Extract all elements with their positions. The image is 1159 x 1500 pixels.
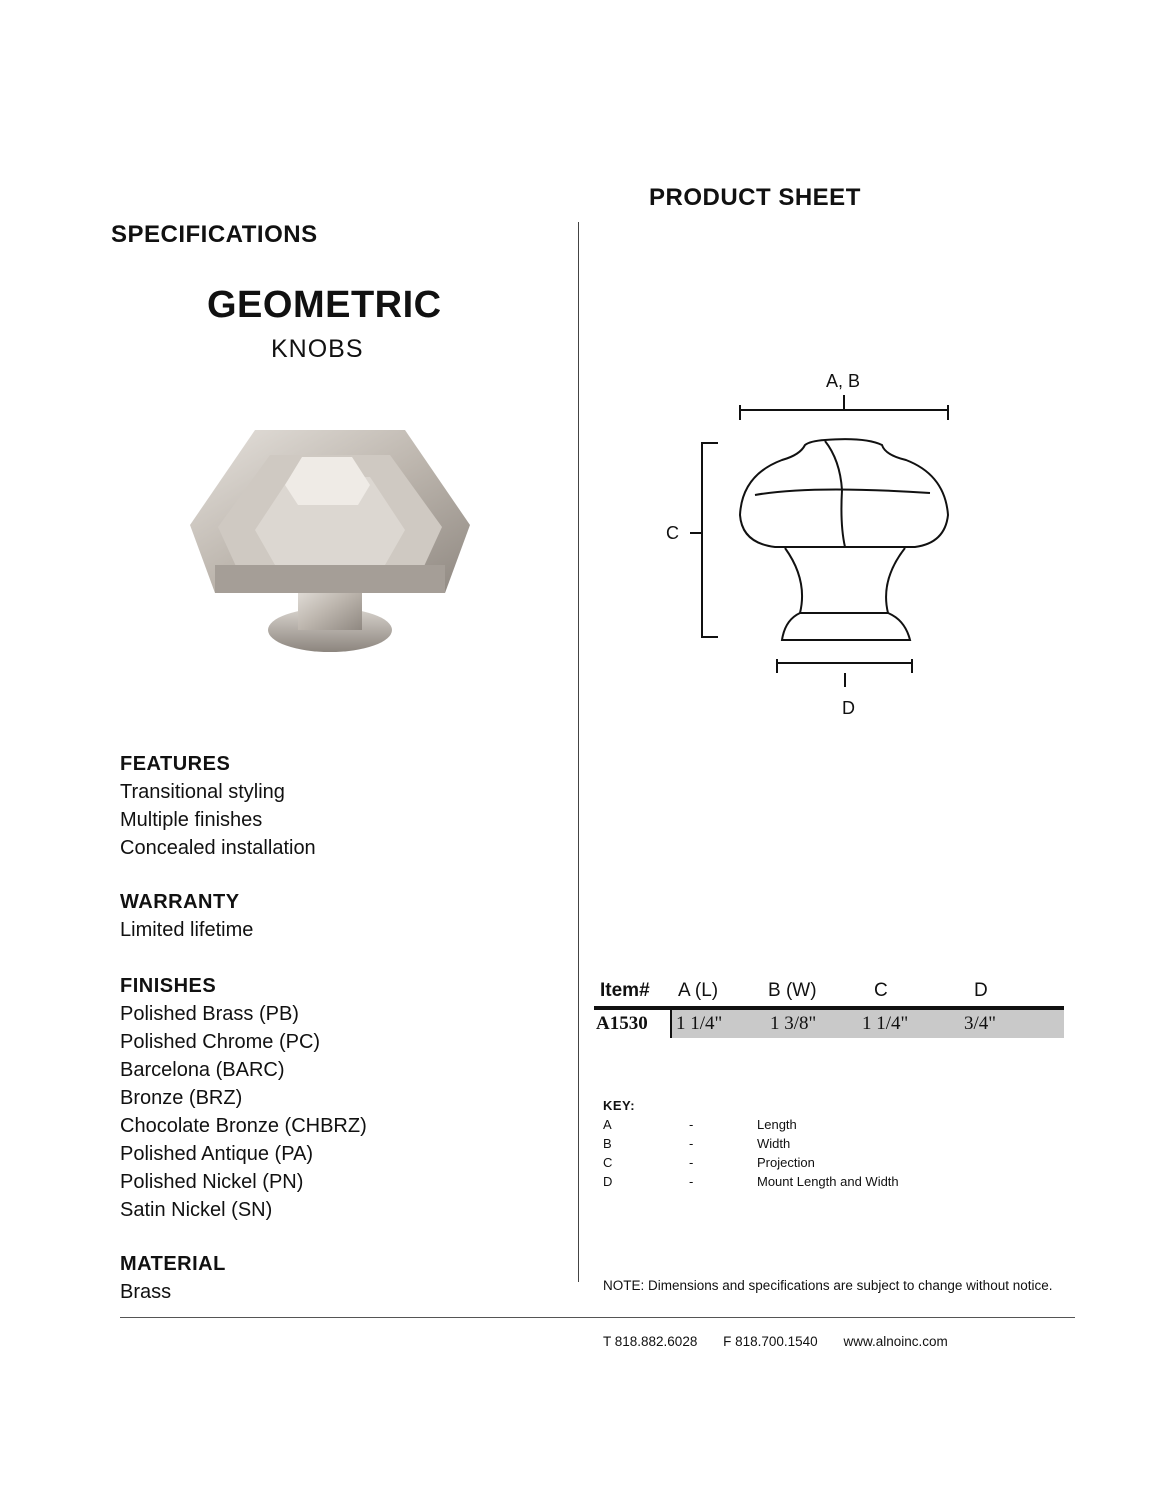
- features-section: [120, 750, 316, 862]
- footer-divider: [120, 1317, 1075, 1318]
- finish-item: Polished Nickel (PN): [120, 1171, 304, 1193]
- key-title: KEY:: [603, 1098, 636, 1113]
- table-cell-b: 1 3/8": [770, 1013, 817, 1034]
- key-letter: C: [603, 1155, 613, 1170]
- table-header-b: B (W): [768, 980, 817, 1001]
- vertical-divider: [578, 222, 579, 1282]
- key-meaning: Length: [757, 1117, 797, 1132]
- finish-item: Chocolate Bronze (CHBRZ): [120, 1115, 367, 1137]
- specifications-title: SPECIFICATIONS: [111, 221, 318, 248]
- diagram-label-ab: A, B: [826, 371, 861, 391]
- table-header-c: C: [874, 980, 888, 1001]
- table-cell-d: 3/4": [964, 1013, 997, 1034]
- key-letter: B: [603, 1136, 612, 1151]
- dimensions-table: [594, 980, 1064, 1038]
- feature-item: Multiple finishes: [120, 809, 263, 831]
- key-dash: -: [689, 1155, 694, 1170]
- phone-number: T 818.882.6028: [603, 1334, 698, 1349]
- product-type: KNOBS: [271, 335, 364, 363]
- material-item: Brass: [120, 1281, 172, 1303]
- warranty-heading: WARRANTY: [120, 891, 240, 913]
- feature-item: Transitional styling: [120, 781, 285, 803]
- table-header-d: D: [974, 980, 988, 1001]
- table-header-a: A (L): [678, 980, 719, 1001]
- table-header-item: Item#: [600, 980, 650, 1001]
- diagram-label-c: C: [666, 523, 679, 543]
- key-dash: -: [689, 1136, 694, 1151]
- features-heading: FEATURES: [120, 753, 231, 775]
- key-letter: D: [603, 1174, 613, 1189]
- table-header-row: [594, 980, 1064, 1006]
- material-heading: MATERIAL: [120, 1253, 226, 1275]
- table-cell-a: 1 1/4": [676, 1013, 723, 1034]
- table-cell-item: A1530: [596, 1013, 648, 1034]
- finish-item: Bronze (BRZ): [120, 1087, 243, 1109]
- finishes-heading: FINISHES: [120, 975, 217, 997]
- dimension-key: [603, 1096, 963, 1191]
- knob-product-image: [170, 415, 480, 670]
- diagram-label-d: D: [842, 698, 855, 718]
- warranty-item: Limited lifetime: [120, 919, 254, 941]
- finish-item: Polished Brass (PB): [120, 1003, 299, 1025]
- feature-item: Concealed installation: [120, 837, 316, 859]
- key-meaning: Width: [757, 1136, 791, 1151]
- material-section: [120, 1250, 226, 1306]
- contact-info: [603, 1334, 970, 1349]
- finish-item: Barcelona (BARC): [120, 1059, 285, 1081]
- key-meaning: Mount Length and Width: [757, 1174, 899, 1189]
- key-meaning: Projection: [757, 1155, 815, 1170]
- key-row: [603, 1115, 963, 1134]
- finish-item: Polished Chrome (PC): [120, 1031, 321, 1053]
- warranty-section: [120, 888, 253, 944]
- fax-number: F 818.700.1540: [723, 1334, 818, 1349]
- finish-item: Polished Antique (PA): [120, 1143, 314, 1165]
- finish-item: Satin Nickel (SN): [120, 1199, 273, 1221]
- table-cell-c: 1 1/4": [862, 1013, 909, 1034]
- product-sheet-title: PRODUCT SHEET: [649, 184, 861, 211]
- website-link[interactable]: www.alnoinc.com: [843, 1334, 948, 1349]
- table-row: [594, 1010, 1064, 1038]
- key-row: [603, 1134, 963, 1153]
- knob-dimension-diagram: [660, 365, 960, 725]
- key-dash: -: [689, 1174, 694, 1189]
- key-letter: A: [603, 1117, 612, 1132]
- key-dash: -: [689, 1117, 694, 1132]
- key-row: [603, 1153, 963, 1172]
- finishes-section: [120, 972, 367, 1224]
- disclaimer-note: NOTE: Dimensions and specifications are subject to change without notice.: [603, 1278, 1053, 1293]
- key-row: [603, 1172, 963, 1191]
- product-name: GEOMETRIC: [207, 284, 442, 326]
